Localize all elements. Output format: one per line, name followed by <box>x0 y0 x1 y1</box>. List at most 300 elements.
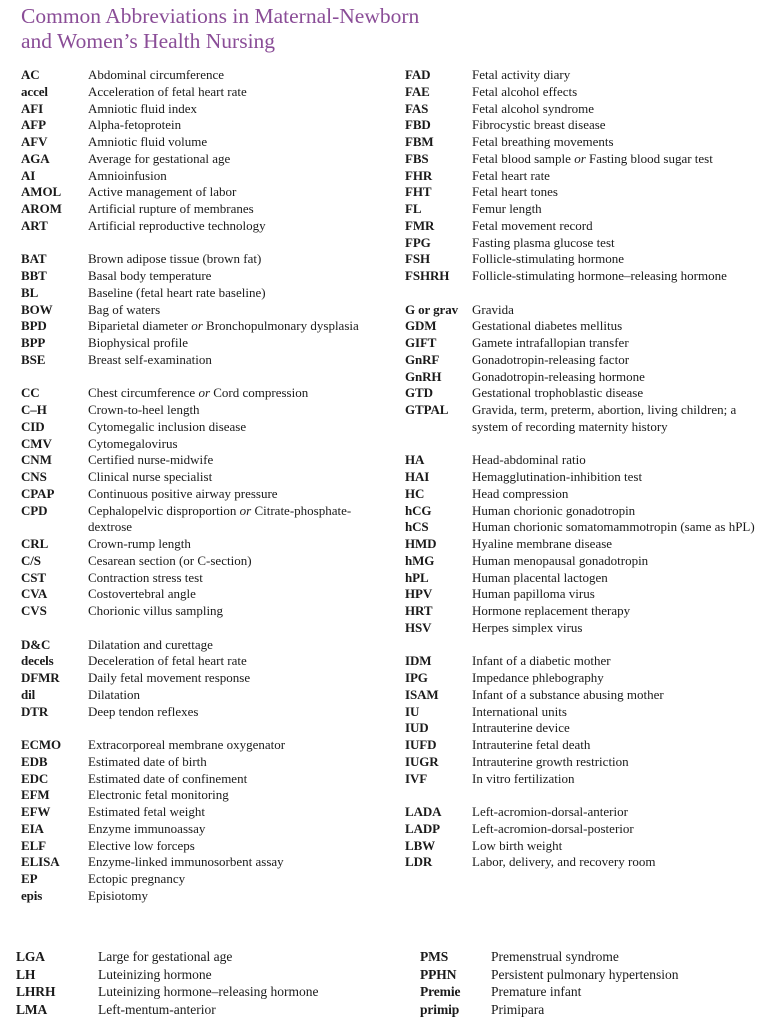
abbreviation-term: LDR <box>405 854 433 870</box>
definition-text: Left-mentum-anterior <box>98 1001 216 1017</box>
abbreviation-term: CVS <box>21 603 47 618</box>
definition-text: Infant of a substance abusing mother <box>472 686 664 702</box>
abbreviation-definition <box>491 948 760 966</box>
definition-text: Enzyme-linked immunosorbent assay <box>88 854 284 870</box>
definition-text: Human chorionic gonadotropin <box>472 502 636 518</box>
abbreviation-definition <box>98 948 396 966</box>
abbreviation-entry <box>21 285 381 302</box>
abbreviation-entry <box>21 419 381 436</box>
abbreviation-entry <box>21 201 381 218</box>
definition-or: or <box>574 150 586 166</box>
abbreviation-definition <box>472 369 755 386</box>
abbreviation-term: FL <box>405 201 422 216</box>
abbreviation-term: EFW <box>21 804 51 819</box>
abbreviation-definition <box>472 670 755 687</box>
definition-alt-text: Fasting blood sugar test <box>589 150 713 166</box>
definition-text: Deceleration of fetal heart rate <box>88 653 247 669</box>
abbreviation-entry <box>21 168 381 185</box>
abbreviation-definition <box>472 570 755 587</box>
abbreviation-definition <box>88 469 381 486</box>
abbreviation-definition <box>88 168 381 185</box>
letter-group <box>405 302 755 436</box>
definition-text: Certified nurse-midwife <box>88 452 214 468</box>
abbreviation-term: primip <box>420 1001 460 1017</box>
abbreviation-term: LBW <box>405 837 436 853</box>
abbreviation-definition <box>472 754 755 771</box>
abbreviation-entry <box>21 268 381 285</box>
abbreviation-entry <box>21 151 381 168</box>
abbreviation-entry <box>21 570 381 587</box>
abbreviation-definition <box>472 318 755 335</box>
abbreviation-entry <box>405 318 755 335</box>
abbreviation-entry <box>405 67 755 84</box>
abbreviation-entry <box>21 603 381 620</box>
definition-text: Fetal heart rate <box>472 167 550 183</box>
abbreviation-term: HA <box>405 452 425 468</box>
abbreviation-entry <box>405 603 755 620</box>
abbreviation-term: CNM <box>21 452 52 468</box>
definition-text: Fetal alcohol effects <box>472 83 578 99</box>
abbreviation-entry <box>21 436 381 453</box>
definition-text: Human papilloma virus <box>472 586 595 602</box>
abbreviation-definition <box>472 838 755 855</box>
definition-text: Extracorporeal membrane oxygenator <box>88 737 286 752</box>
abbreviation-definition <box>472 218 755 235</box>
abbreviation-term: CNS <box>21 469 47 484</box>
abbreviation-entry <box>420 948 760 966</box>
abbreviation-entry <box>21 318 381 335</box>
abbreviation-term: LGA <box>16 949 45 964</box>
abbreviation-term: CPD <box>21 502 48 518</box>
abbreviation-entry <box>21 771 381 788</box>
abbreviation-term: ISAM <box>405 686 439 702</box>
abbreviation-term: CMV <box>21 435 52 451</box>
abbreviation-entry <box>405 101 755 118</box>
abbreviation-term: FAS <box>405 100 429 116</box>
abbreviation-entry <box>405 720 755 737</box>
definition-text: Gestational diabetes mellitus <box>472 318 623 334</box>
abbreviation-definition <box>88 134 381 151</box>
abbreviation-definition <box>88 352 381 369</box>
abbreviation-term: LADA <box>405 804 442 819</box>
abbreviation-term: GTD <box>405 385 433 401</box>
definition-text: Daily fetal movement response <box>88 670 251 685</box>
abbreviation-term: IUD <box>405 720 429 736</box>
abbreviation-definition <box>472 854 755 871</box>
abbreviation-definition <box>88 201 381 218</box>
definition-text: Luteinizing hormone–releasing hormone <box>98 984 319 999</box>
abbreviation-definition <box>472 117 755 134</box>
definition-text: Artificial rupture of membranes <box>88 201 254 216</box>
abbreviation-entry <box>405 302 755 319</box>
abbreviation-definition <box>88 101 381 118</box>
definition-text: Clinical nurse specialist <box>88 469 213 484</box>
abbreviation-definition <box>491 1001 760 1019</box>
definition-text: Alpha-fetoprotein <box>88 117 182 133</box>
abbreviation-definition <box>472 184 755 201</box>
abbreviation-definition <box>88 637 381 654</box>
abbreviation-term: FHT <box>405 184 432 200</box>
abbreviation-definition <box>472 268 755 285</box>
definition-text: Human chorionic somatomammotropin (same as hPL) <box>472 519 755 535</box>
abbreviation-term: decels <box>21 653 54 669</box>
abbreviation-term: GDM <box>405 318 437 334</box>
abbreviation-entry <box>21 486 381 503</box>
abbreviation-definition <box>472 653 755 670</box>
definition-text: Amniotic fluid index <box>88 100 198 116</box>
definition-text: Labor, delivery, and recovery room <box>472 854 656 870</box>
abbreviation-entry <box>21 536 381 553</box>
definition-text: Head compression <box>472 485 569 501</box>
abbreviation-definition <box>88 402 381 419</box>
definition-text: Estimated date of confinement <box>88 770 248 786</box>
abbreviation-definition <box>88 151 381 168</box>
abbreviation-definition <box>88 570 381 587</box>
definition-text: Impedance phlebography <box>472 670 604 685</box>
right-column <box>405 67 755 888</box>
letter-group <box>21 251 381 368</box>
abbreviation-term: IU <box>405 703 420 719</box>
definition-text: Deep tendon reflexes <box>88 703 199 719</box>
abbreviation-term: FMR <box>405 217 435 233</box>
abbreviation-definition <box>88 687 381 704</box>
abbreviation-definition <box>88 117 381 134</box>
abbreviation-definition <box>88 871 381 888</box>
letter-group <box>405 804 755 871</box>
definition-text: Luteinizing hormone <box>98 966 212 982</box>
definition-text: Estimated fetal weight <box>88 804 205 819</box>
abbreviation-entry <box>405 268 755 285</box>
abbreviation-definition <box>88 436 381 453</box>
definition-text: Acceleration of fetal heart rate <box>88 83 247 99</box>
definition-text: Amniotic fluid volume <box>88 134 208 149</box>
definition-alt-text: Cord compression <box>213 385 309 401</box>
abbreviation-term: EP <box>21 871 38 886</box>
abbreviation-term: FHR <box>405 167 433 183</box>
abbreviation-term: LH <box>16 966 36 982</box>
abbreviation-definition <box>472 469 755 486</box>
abbreviation-entry <box>405 804 755 821</box>
abbreviation-entry <box>405 335 755 352</box>
abbreviation-term: AC <box>21 67 40 82</box>
abbreviation-entry <box>21 871 381 888</box>
abbreviation-definition <box>88 218 381 235</box>
abbreviation-definition <box>472 151 755 168</box>
definition-text: Follicle-stimulating hormone–releasing hormone <box>472 268 727 283</box>
letter-group <box>21 737 381 905</box>
definition-text: Primipara <box>491 1001 545 1017</box>
abbreviation-definition <box>88 67 381 84</box>
definition-text: Dilatation <box>88 686 140 702</box>
abbreviation-definition <box>88 704 381 721</box>
abbreviation-term: EDB <box>21 753 48 769</box>
definition-text: Intrauterine growth restriction <box>472 753 629 769</box>
abbreviation-term: IDM <box>405 653 432 669</box>
definition-text: Amnioinfusion <box>88 167 167 183</box>
abbreviation-entry <box>405 553 755 570</box>
abbreviation-term: IPG <box>405 670 428 685</box>
abbreviation-term: BAT <box>21 251 47 267</box>
abbreviation-definition <box>88 268 381 285</box>
definition-text: Hemagglutination-inhibition test <box>472 469 643 484</box>
letter-group <box>21 637 381 721</box>
abbreviation-definition <box>472 101 755 118</box>
abbreviation-term: dil <box>21 686 36 702</box>
abbreviation-definition <box>88 854 381 871</box>
abbreviation-entry <box>21 838 381 855</box>
abbreviation-entry <box>21 854 381 871</box>
definition-text: Fetal heart tones <box>472 184 558 200</box>
abbreviation-term: IUGR <box>405 753 439 769</box>
letter-group <box>21 67 381 235</box>
definition-text: Estimated date of birth <box>88 753 207 769</box>
letter-group <box>405 653 755 787</box>
abbreviation-definition <box>88 452 381 469</box>
abbreviation-term: FSHRH <box>405 268 450 283</box>
abbreviation-term: ELISA <box>21 854 60 870</box>
abbreviation-term: FPG <box>405 234 431 250</box>
abbreviation-definition <box>88 184 381 201</box>
abbreviation-entry <box>21 251 381 268</box>
abbreviation-entry <box>21 821 381 838</box>
definition-text: Gonadotropin-releasing hormone <box>472 368 645 384</box>
definition-text: Breast self-examination <box>88 351 212 367</box>
definition-text: Intrauterine device <box>472 720 570 736</box>
abbreviation-entry <box>405 452 755 469</box>
abbreviation-entry <box>405 737 755 754</box>
letter-group <box>21 385 381 620</box>
abbreviation-entry <box>405 84 755 101</box>
abbreviation-term: C/S <box>21 552 41 568</box>
abbreviation-term: AMOL <box>21 184 62 200</box>
abbreviation-entry <box>405 469 755 486</box>
abbreviation-definition <box>88 302 381 319</box>
abbreviation-term: G or grav <box>405 301 459 317</box>
abbreviation-entry <box>405 670 755 687</box>
abbreviation-entry <box>405 151 755 168</box>
definition-text: Fetal activity diary <box>472 67 571 82</box>
abbreviation-definition <box>472 134 755 151</box>
definition-text: Brown adipose tissue (brown fat) <box>88 251 262 267</box>
abbreviation-term: ECMO <box>21 737 62 752</box>
definition-text: Cytomegalovirus <box>88 435 178 451</box>
abbreviation-definition <box>88 838 381 855</box>
abbreviation-entry <box>21 302 381 319</box>
abbreviation-definition <box>472 553 755 570</box>
definition-text: Fibrocystic breast disease <box>472 117 606 133</box>
definition-text: Human menopausal gonadotropin <box>472 552 649 568</box>
abbreviation-definition <box>88 318 381 335</box>
abbreviation-entry <box>21 184 381 201</box>
abbreviation-term: DTR <box>21 703 49 719</box>
definition-text: Cesarean section (or C-section) <box>88 552 252 568</box>
abbreviation-entry <box>420 966 760 984</box>
abbreviation-entry <box>21 335 381 352</box>
definition-text: International units <box>472 703 567 719</box>
abbreviation-entry <box>405 838 755 855</box>
abbreviation-term: EDC <box>21 770 49 786</box>
abbreviation-term: LHRH <box>16 984 56 999</box>
abbreviation-term: HSV <box>405 619 432 635</box>
definition-text: Chorionic villus sampling <box>88 603 224 618</box>
abbreviation-term: FAE <box>405 83 430 99</box>
abbreviation-term: BOW <box>21 301 53 317</box>
abbreviation-term: hMG <box>405 552 435 568</box>
definition-text: Premature infant <box>491 984 582 999</box>
definition-text: Gonadotropin-releasing factor <box>472 351 630 367</box>
abbreviation-entry <box>21 737 381 754</box>
abbreviation-term: CST <box>21 569 46 585</box>
abbreviation-term: epis <box>21 887 43 903</box>
definition-text: Artificial reproductive technology <box>88 217 266 233</box>
definition-or: or <box>198 385 211 401</box>
abbreviation-term: DFMR <box>21 670 60 685</box>
abbreviation-definition <box>472 402 755 436</box>
definition-text: Premenstrual syndrome <box>491 949 619 964</box>
abbreviation-term: CC <box>21 385 40 401</box>
abbreviation-entry <box>21 352 381 369</box>
abbreviation-entry <box>21 687 381 704</box>
abbreviation-entry <box>405 201 755 218</box>
abbreviation-term: CPAP <box>21 485 55 501</box>
definition-text: Fetal breathing movements <box>472 134 614 149</box>
definition-text: Cytomegalic inclusion disease <box>88 418 247 434</box>
abbreviation-entry <box>405 536 755 553</box>
abbreviation-definition <box>472 821 755 838</box>
title-line-1: Common Abbreviations in Maternal-Newborn <box>21 4 420 28</box>
abbreviation-term: LADP <box>405 820 440 836</box>
definition-text: Crown-rump length <box>88 536 191 551</box>
definition-text: Intrauterine fetal death <box>472 737 591 752</box>
abbreviation-term: HC <box>405 485 425 501</box>
definition-text: Persistent pulmonary hypertension <box>491 966 679 982</box>
abbreviation-entry <box>21 670 381 687</box>
abbreviation-entry <box>21 704 381 721</box>
definition-text: Cephalopelvic disproportion <box>88 502 237 518</box>
definition-text: Fetal alcohol syndrome <box>472 100 595 116</box>
abbreviation-term: FAD <box>405 67 431 82</box>
abbreviation-entry <box>405 402 755 436</box>
abbreviation-entry <box>405 486 755 503</box>
definition-text: Episiotomy <box>88 887 148 903</box>
abbreviation-definition <box>88 653 381 670</box>
definition-text: Fetal blood sample <box>472 150 571 166</box>
abbreviation-term: PMS <box>420 949 449 964</box>
abbreviation-definition <box>472 201 755 218</box>
abbreviation-entry <box>21 503 381 537</box>
abbreviation-term: BSE <box>21 351 46 367</box>
abbreviation-entry <box>21 888 381 905</box>
abbreviation-entry <box>405 134 755 151</box>
abbreviation-term: hCS <box>405 519 429 535</box>
abbreviation-definition <box>472 251 755 268</box>
abbreviation-entry <box>16 983 396 1001</box>
definition-text: In vitro fertilization <box>472 770 575 786</box>
abbreviation-entry <box>405 754 755 771</box>
abbreviation-definition <box>88 536 381 553</box>
abbreviation-entry <box>405 620 755 637</box>
abbreviation-entry <box>21 402 381 419</box>
abbreviation-term: FBM <box>405 134 434 149</box>
abbreviation-definition <box>88 335 381 352</box>
definition-text: Baseline (fetal heart rate baseline) <box>88 284 266 300</box>
title-line-2: and Women’s Health Nursing <box>21 29 276 53</box>
abbreviation-definition <box>491 983 760 1001</box>
abbreviation-term: GIFT <box>405 335 437 350</box>
abbreviation-definition <box>472 704 755 721</box>
abbreviation-definition <box>98 1001 396 1019</box>
abbreviation-entry <box>21 586 381 603</box>
abbreviation-entry <box>405 821 755 838</box>
abbreviation-definition <box>88 586 381 603</box>
definition-text: Ectopic pregnancy <box>88 871 186 886</box>
definition-text: Gestational trophoblastic disease <box>472 385 644 401</box>
definition-text: Dilatation and curettage <box>88 636 213 652</box>
definition-alt-text: Citrate-phosphate-dextrose <box>88 502 352 535</box>
abbreviation-definition <box>472 536 755 553</box>
definition-text: Head-abdominal ratio <box>472 452 586 468</box>
abbreviation-term: PPHN <box>420 966 457 982</box>
abbreviation-definition <box>472 519 755 536</box>
abbreviation-entry <box>21 385 381 402</box>
abbreviation-term: BPD <box>21 318 47 334</box>
abbreviation-entry <box>21 553 381 570</box>
abbreviation-entry <box>21 218 381 235</box>
abbreviation-definition <box>472 720 755 737</box>
abbreviation-term: GnRH <box>405 368 442 384</box>
abbreviation-definition <box>472 503 755 520</box>
abbreviation-entry <box>405 503 755 520</box>
abbreviation-definition <box>88 84 381 101</box>
abbreviation-entry <box>405 687 755 704</box>
abbreviation-term: HRT <box>405 603 433 618</box>
definition-text: Hormone replacement therapy <box>472 603 631 618</box>
abbreviation-entry <box>405 704 755 721</box>
abbreviation-entry <box>405 184 755 201</box>
definition-text: Biparietal diameter <box>88 318 188 334</box>
definition-text: Left-acromion-dorsal-posterior <box>472 820 634 836</box>
abbreviation-definition <box>88 754 381 771</box>
abbreviation-definition <box>472 84 755 101</box>
abbreviation-term: BPP <box>21 335 46 350</box>
abbreviation-term: hPL <box>405 569 429 585</box>
definition-text: Chest circumference <box>88 385 196 401</box>
definition-text: Follicle-stimulating hormone <box>472 251 625 267</box>
abbreviation-term: LMA <box>16 1001 48 1017</box>
definition-text: Contraction stress test <box>88 569 203 585</box>
abbreviation-definition <box>472 620 755 637</box>
abbreviation-term: GTPAL <box>405 402 449 417</box>
abbreviation-entry <box>16 1001 396 1019</box>
abbreviation-term: FBS <box>405 150 429 166</box>
abbreviation-definition <box>472 452 755 469</box>
abbreviation-entry <box>405 854 755 871</box>
abbreviation-term: HMD <box>405 536 437 551</box>
abbreviation-term: AI <box>21 167 36 183</box>
abbreviation-term: BBT <box>21 268 47 283</box>
abbreviation-entry <box>21 117 381 134</box>
abbreviation-definition <box>88 771 381 788</box>
abbreviation-definition <box>472 486 755 503</box>
letter-group <box>405 67 755 285</box>
abbreviation-entry <box>21 787 381 804</box>
abbreviation-entry <box>21 469 381 486</box>
definition-text: Costovertebral angle <box>88 586 196 602</box>
abbreviation-definition <box>472 586 755 603</box>
abbreviation-term: hCG <box>405 502 432 518</box>
abbreviation-entry <box>405 251 755 268</box>
abbreviation-term: CID <box>21 418 45 434</box>
